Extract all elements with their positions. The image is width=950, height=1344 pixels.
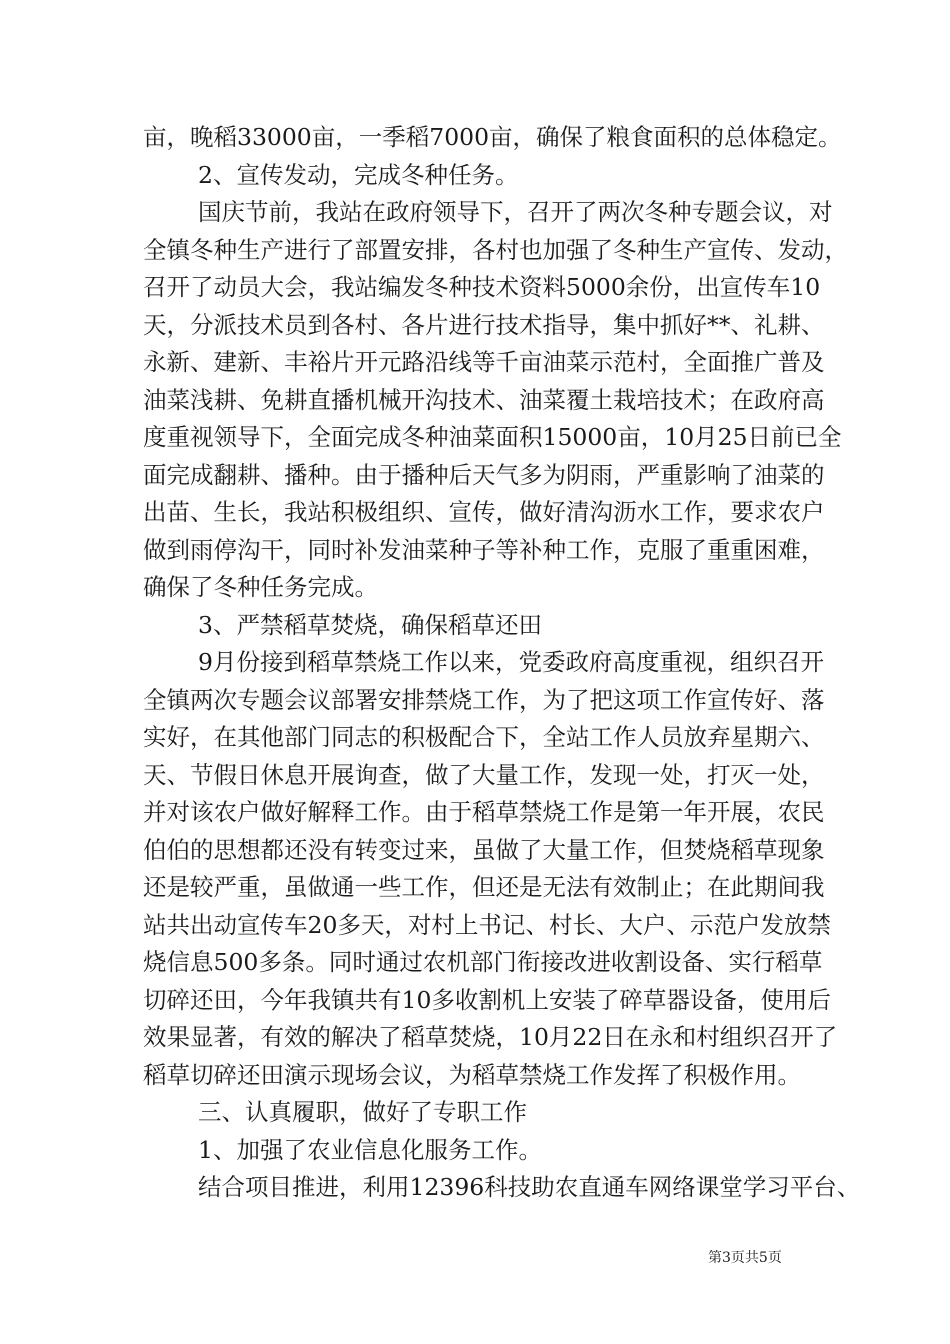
text-line: 做到雨停沟干，同时补发油菜种子等补种工作，克服了重重困难，	[143, 535, 825, 564]
text-line: 切碎还田，今年我镇共有10多收割机上安装了碎草器设备，使用后	[143, 985, 831, 1014]
text-line: 9月份接到稻草禁烧工作以来，党委政府高度重视，组织召开	[198, 648, 824, 676]
text-line: 2、宣传发动，完成冬种任务。	[198, 160, 519, 189]
text-line: 三、认真履职，做好了专职工作	[198, 1098, 527, 1126]
text-line: 结合项目推进，利用12396科技助农直通车网络课堂学习平台、	[198, 1173, 861, 1201]
text-line: 烧信息500多条。同时通过农机部门衔接改进收割设备、实行稻草	[143, 948, 823, 976]
text-line: 稻草切碎还田演示现场会议，为稻草禁烧工作发挥了积极作用。	[143, 1060, 801, 1089]
text-line: 站共出动宣传车20多天，对村上书记、村长、大户、示范户发放禁	[143, 910, 831, 939]
text-line: 度重视领导下，全面完成冬种油菜面积15000亩，10月25日前已全	[143, 423, 842, 451]
text-line: 亩，晚稻33000亩，一季稻7000亩，确保了粮食面积的总体稳定。	[143, 123, 842, 151]
text-line: 召开了动员大会，我站编发冬种技术资料5000余份，出宣传车10	[143, 273, 821, 301]
text-line: 永新、建新、丰裕片开元路沿线等千亩油菜示范村，全面推广普及	[143, 348, 825, 376]
text-line: 实好，在其他部门同志的积极配合下，全站工作人员放弃星期六、	[143, 723, 825, 751]
text-line: 还是较严重，虽做通一些工作，但还是无法有效制止；在此期间我	[143, 873, 825, 901]
text-line: 伯伯的思想都还没有转变过来，虽做了大量工作，但焚烧稻草现象	[143, 835, 825, 864]
text-line: 3、严禁稻草焚烧，确保稻草还田	[198, 610, 542, 639]
document-body	[143, 119, 861, 1207]
text-line: 出苗、生长，我站积极组织、宣传，做好清沟沥水工作，要求农户	[143, 498, 825, 526]
text-line: 效果显著，有效的解决了稻草焚烧，10月22日在永和村组织召开了	[143, 1023, 838, 1051]
text-line: 天、节假日休息开展询查，做了大量工作，发现一处，打灭一处，	[143, 760, 825, 789]
text-line: 天，分派技术员到各村、各片进行技术指导，集中抓好**、礼耕、	[143, 310, 825, 339]
text-line: 确保了冬种任务完成。	[143, 573, 378, 601]
page-number: 第3页共5页	[708, 1250, 782, 1266]
text-line: 并对该农户做好解释工作。由于稻草禁烧工作是第一年开展，农民	[143, 798, 825, 826]
text-line: 全镇两次专题会议部署安排禁烧工作，为了把这项工作宣传好、落	[143, 685, 825, 714]
text-line: 国庆节前，我站在政府领导下，召开了两次冬种专题会议，对	[198, 198, 833, 226]
text-line: 油菜浅耕、免耕直播机械开沟技术、油菜覆土栽培技术；在政府高	[143, 385, 825, 414]
text-line: 全镇冬种生产进行了部置安排，各村也加强了冬种生产宣传、发动，	[143, 235, 848, 264]
text-line: 面完成翻耕、播种。由于播种后天气多为阴雨，严重影响了油菜的	[143, 460, 825, 489]
text-line: 1、加强了农业信息化服务工作。	[198, 1135, 542, 1164]
